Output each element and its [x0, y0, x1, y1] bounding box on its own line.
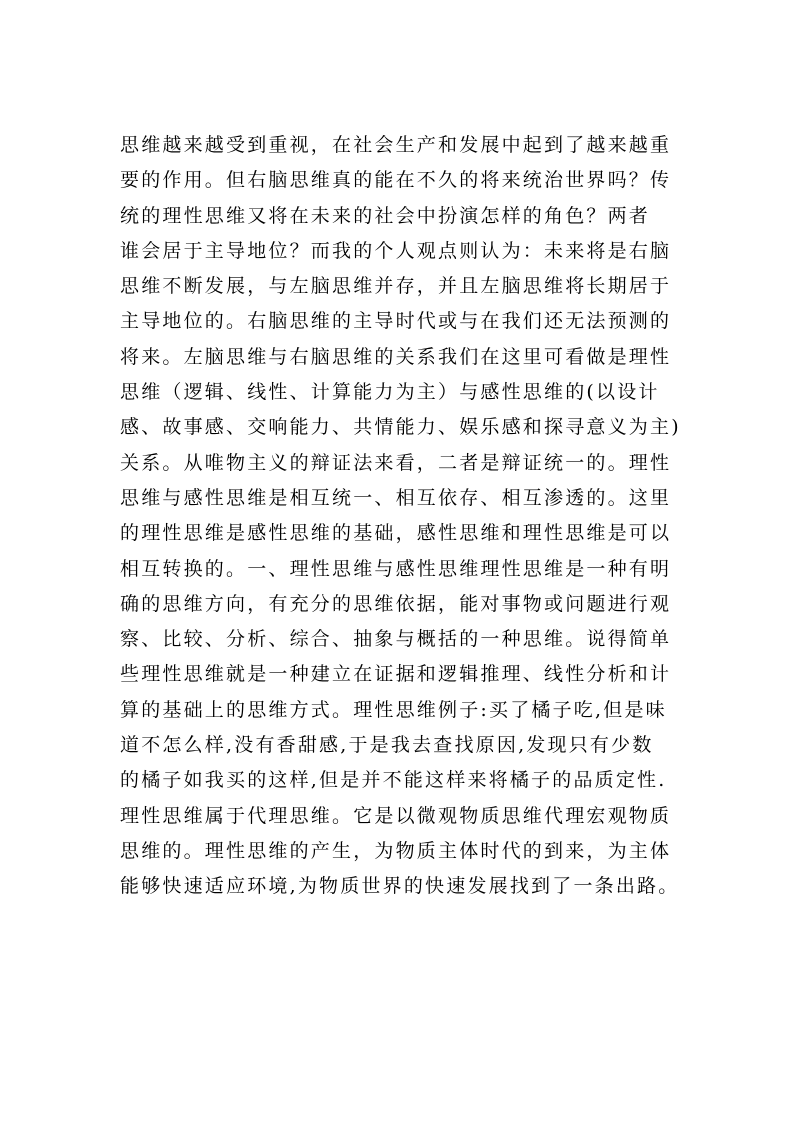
text-line: 算的基础上的思维方式。理性思维例子:买了橘子吃,但是味: [120, 698, 667, 721]
text-line: 相互转换的。一、理性思维与感性思维理性思维是一种有明: [120, 557, 672, 580]
text-line: 思维与感性思维是相互统一、相互依存、相互渗透的。这里: [120, 486, 672, 509]
text-line: 的理性思维是感性思维的基础，感性思维和理性思维是可以: [120, 522, 672, 545]
text-line: 理性思维属于代理思维。它是以微观物质思维代理宏观物质: [120, 804, 672, 827]
text-line: 将来。左脑思维与右脑思维的关系我们在这里可看做是理性: [120, 345, 672, 368]
text-line: 统的理性思维又将在未来的社会中扮演怎样的角色？两者: [120, 204, 651, 227]
text-line: 思维不断发展，与左脑思维并存，并且左脑思维将长期居于: [120, 275, 672, 298]
text-line: 主导地位的。右脑思维的主导时代或与在我们还无法预测的: [120, 310, 672, 333]
text-line: 要的作用。但右脑思维真的能在不久的将来统治世界吗？传: [120, 169, 672, 192]
text-line: 感、故事感、交响能力、共情能力、娱乐感和探寻意义为主): [120, 416, 681, 439]
text-line: 思维的。理性思维的产生，为物质主体时代的到来，为主体: [120, 839, 672, 862]
text-line: 道不怎么样,没有香甜感,于是我去查找原因,发现只有少数: [120, 734, 654, 757]
body-text: [120, 128, 680, 905]
text-line: 谁会居于主导地位？而我的个人观点则认为：未来将是右脑: [120, 239, 672, 262]
text-line: 确的思维方向，有充分的思维依据，能对事物或问题进行观: [120, 592, 672, 615]
text-line: 思维（逻辑、线性、计算能力为主）与感性思维的(以设计: [120, 381, 660, 404]
text-line: 些理性思维就是一种建立在证据和逻辑推理、线性分析和计: [120, 663, 672, 686]
text-line: 关系。从唯物主义的辩证法来看，二者是辩证统一的。理性: [120, 451, 672, 474]
text-line: 察、比较、分析、综合、抽象与概括的一种思维。说得简单: [120, 628, 672, 651]
text-line: 能够快速适应环境,为物质世界的快速发展找到了一条出路。: [120, 875, 680, 898]
text-line: 的橘子如我买的这样,但是并不能这样来将橘子的品质定性.: [120, 769, 667, 792]
text-line: 思维越来越受到重视，在社会生产和发展中起到了越来越重: [120, 134, 672, 156]
